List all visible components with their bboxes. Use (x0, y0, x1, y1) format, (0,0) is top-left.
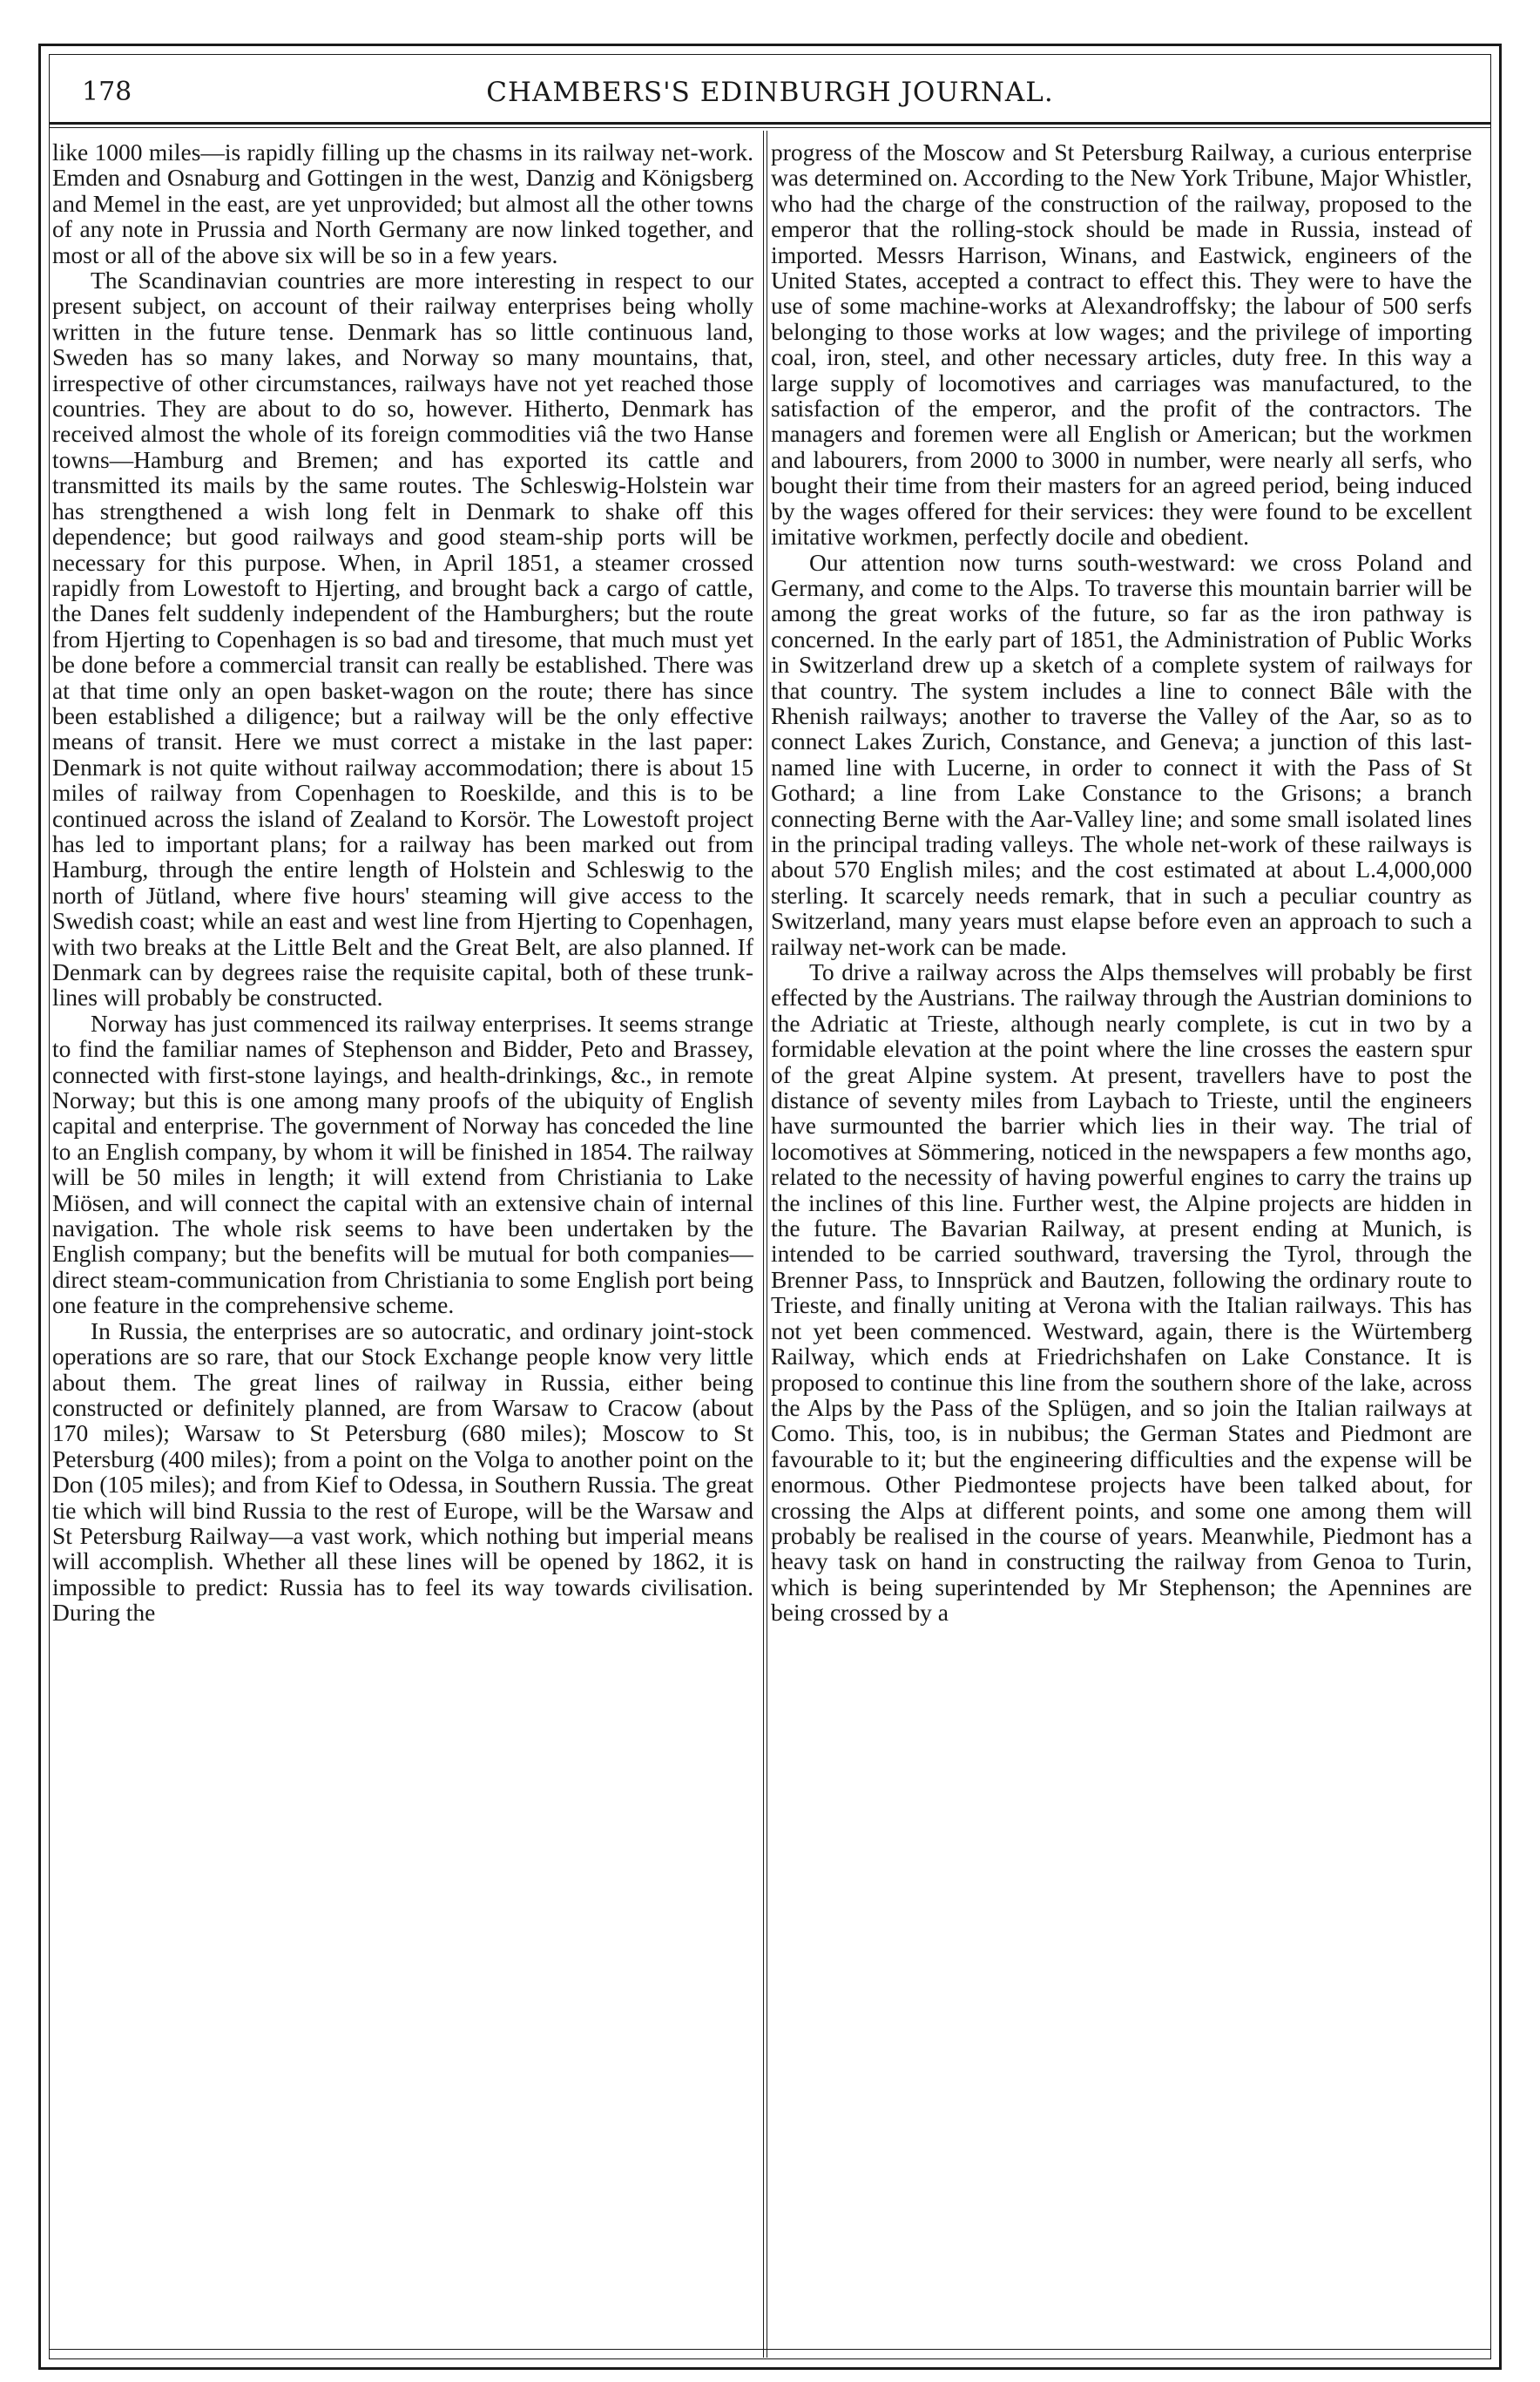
left-column (52, 139, 753, 2344)
right-column (771, 139, 1472, 2344)
journal-title: CHAMBERS'S EDINBURGH JOURNAL. (486, 77, 1054, 108)
page-header (49, 54, 1491, 127)
footer-rule (49, 2349, 1491, 2350)
paragraph: Our attention now turns south-westward: we cross Poland and Germany, and come to the Alps. To traverse this mountain barrier will be among the great works of the future, so far as the iron pathway is concerned. In the early part of 1851, the Administration of Public Works in Switzerland drew up a sketch of a complete system of railways for that country. The system includes a line to connect Bâle with the Rhenish railways; another to traverse the Valley of the Aar, so as to connect Lakes Zurich, Constance, and Geneva; a junction of this last-named line with Lucerne, in order to connect it with the Pass of St Gothard; a line from Lake Constance to the Grisons; a branch connecting Berne with the Aar-Valley line; and some small isolated lines in the principal trading valleys. The whole net-work of these railways is about 570 English miles; and the cost estimated at about L.4,000,000 sterling. It scarcely needs remark, that in such a peculiar country as Switzerland, many years must elapse before even an approach to such a railway net-work can be made. (771, 548, 1472, 960)
paragraph: In Russia, the enterprises are so autocratic, and ordinary joint-stock operations are so rare, that our Stock Exchange people know very little about them. The great lines of railway in Russia, either being constructed or definitely planned, are from Warsaw to Cracow (about 170 miles); Warsaw to St Petersburg (680 miles); Moscow to St Petersburg (400 miles); from a point on the Volga to another point on the Don (105 miles); and from Kief to Odessa, in Southern Russia. The great tie which will bind Russia to the rest of Europe, will be the Warsaw and St Petersburg Railway—a vast work, which nothing but imperial means will accomplish. Whether all these lines will be opened by 1862, it is impossible to predict: Russia has to feel its way towards civilisation. During the (52, 1316, 753, 1627)
page-number: 178 (82, 77, 132, 107)
paragraph: The Scandinavian countries are more interesting in respect to our present subject, on account of their railway enterprises being wholly written in the future tense. Denmark has so little continuous land, Sweden has so many lakes, and Norway so many mountains, that, irrespective of other circumstances, railways have not yet reached those countries. They are about to do so, however. Hitherto, Denmark has received almost the whole of its foreign commodities viâ the two Hanse towns—Hamburg and Bremen; and has exported its cattle and transmitted its mails by the same routes. The Schleswig-Holstein war has strengthened a wish long felt in Denmark to shake off this dependence; but good railways and good steam-ship ports will be necessary for this purpose. When, in April 1851, a steamer crossed rapidly from Lowestoft to Hjerting, and brought back a cargo of cattle, the Danes felt suddenly independent of the Hamburghers; but the route from Hjerting to Copenhagen is so bad and tiresome, that much must yet be done before a commercial transit can really be established. There was at that time only an open basket-wagon on the route; there has since been established a diligence; but a railway will be the only effective means of transit. Here we must correct a mistake in the last paper: Denmark is not quite without railway accommodation; there is about 15 miles of railway from Copenhagen to Roeskilde, and this is to be continued across the island of Zealand to Korsör. The Lowestoft project has led to important plans; for a railway has been marked out from Hamburg, through the entire length of Holstein and Schleswig to the north of Jütland, where five hours' steaming will give access to the Swedish coast; while an east and west line from Hjerting to Copenhagen, with two breaks at the Little Belt and the Great Belt, are also planned. If Denmark can by degrees raise the requisite capital, both of these trunk-lines will probably be constructed. (52, 267, 753, 1012)
paragraph: progress of the Moscow and St Petersburg Railway, a curious enterprise was determined on. According to the New York Tribune, Major Whistler, who had the charge of the construction of the railway, proposed to the emperor that the rolling-stock should be made in Russia, instead of imported. Messrs Harrison, Winans, and Eastwick, engineers of the United States, accepted a contract to effect this. They were to have the use of some machine-works at Alexandroffsky; the labour of 500 serfs belonging to those works at low wages; and the privilege of importing coal, iron, steel, and other necessary articles, duty free. In this way a large supply of locomotives and carriages was manufactured, to the satisfaction of the emperor, and the profit of the contractors. The managers and foremen were all English or American; but the workmen and labourers, from 2000 to 3000 in number, were nearly all serfs, who bought their time from their masters for an agreed period, being induced by the wages offered for their services: they were found to be excellent imitative workmen, perfectly docile and obedient. (771, 139, 1472, 551)
paragraph: like 1000 miles—is rapidly filling up the chasms in its railway net-work. Emden and Osnaburg and Gottingen in the west, Danzig and Königsberg and Memel in the east, are yet unprovided; but almost all the other towns of any note in Prussia and North Germany are now linked together, and most or all of the above six will be so in a few years. (52, 139, 753, 268)
paragraph: Norway has just commenced its railway enterprises. It seems strange to find the familiar names of Stephenson and Bidder, Peto and Brassey, connected with first-stone layings, and health-drinkings, &c., in remote Norway; but this is one among many proofs of the ubiquity of English capital and enterprise. The government of Norway has conceded the line to an English company, by whom it will be finished in 1854. The railway will be 50 miles in length; it will extend from Christiania to Lake Miösen, and will connect the capital with an extensive chain of internal navigation. The whole risk seems to have been undertaken by the English company; but the benefits will be mutual for both companies—direct steam-communication from Christiania to some English port being one feature in the comprehensive scheme. (52, 1009, 753, 1319)
column-divider (763, 131, 764, 2358)
header-rule (49, 122, 1491, 125)
header-rule-thin (49, 127, 1491, 128)
paragraph: To drive a railway across the Alps themselves will probably be first effected by the Austrians. The railway through the Austrian dominions to the Adriatic at Trieste, although nearly complete, is cut in two by a formidable elevation at the point where the line crosses the eastern spur of the great Alpine system. At present, travellers have to post the distance of seventy miles from Laybach to Trieste, until the engineers have surmounted the barrier which lies in their way. The trial of locomotives at Sömmering, noticed in the newspapers a few months ago, related to the necessity of having powerful engines to carry the trains up the inclines of this line. Further west, the Alpine projects are hidden in the future. The Bavarian Railway, at present ending at Munich, is intended to be carried southward, traversing the Tyrol, through the Brenner Pass, to Innsprück and Bautzen, following the ordinary route to Trieste, and finally uniting at Verona with the Italian railways. This has not yet been commenced. Westward, again, there is the Würtemberg Railway, which ends at Friedrichshafen on Lake Constance. It is proposed to continue this line from the southern shore of the lake, across the Alps by the Pass of the Splügen, and so join the Italian railways at Como. This, too, is in nubibus; the German States and Piedmont are favourable to it; but the engineering difficulties and the expense will be enormous. Other Piedmontese projects have been talked about, for crossing the Alps at different points, and some one among them will probably be realised in the course of years. Meanwhile, Piedmont has a heavy task on hand in constructing the railway from Genoa to Turin, which is being superintended by Mr Stephenson; the Apennines are being crossed by a (771, 958, 1472, 1627)
